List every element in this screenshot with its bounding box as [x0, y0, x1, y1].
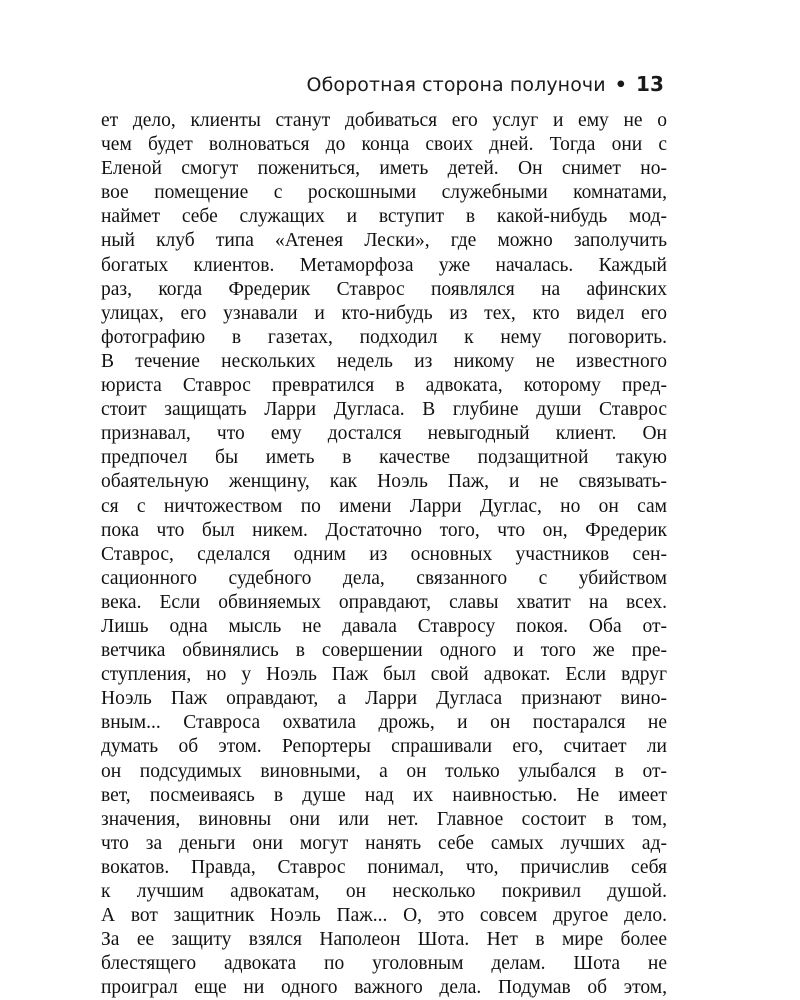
text-line: он подсудимых виновными, а он только улыбался в от- — [101, 760, 667, 782]
text-line: обаятельную женщину, как Ноэль Паж, и не связывать- — [101, 471, 667, 493]
text-line: фотографию в газетах, подходил к нему поговорить. — [101, 326, 667, 348]
text-line: вое помещение с роскошными служебными комнатами, — [101, 182, 667, 204]
text-line: проиграл еще ни одного важного дела. Подумав об этом, — [101, 977, 667, 999]
text-line: признавал, что ему достался невыгодный клиент. Он — [101, 423, 667, 445]
text-line: юриста Ставрос превратился в адвоката, которому пред- — [101, 375, 667, 397]
text-line: к лучшим адвокатам, он несколько покривил душой. — [101, 881, 667, 902]
text-line: Лишь одна мысль не давала Ставросу покоя. Оба от- — [101, 615, 667, 637]
text-line: пока что был никем. Достаточно того, что он, Фредерик — [101, 519, 667, 541]
text-line: что за деньги они могут нанять себе самых лучших ад- — [101, 832, 667, 854]
text-line: вным... Ставроса охватила дрожь, и он постарался не — [101, 712, 667, 734]
text-line: А вот защитник Ноэль Паж... О, это совсем другое дело. — [101, 905, 667, 927]
running-head — [307, 72, 664, 96]
body-text — [101, 109, 667, 1000]
text-line: Еленой смогут пожениться, иметь детей. Он снимет но- — [101, 158, 667, 180]
text-line: улицах, его узнавали и кто-нибудь из тех, кто видел его — [101, 302, 667, 324]
text-line: Ставрос, сделался одним из основных участников сен- — [101, 543, 667, 565]
text-line: За ее защиту взялся Наполеон Шота. Нет в мире более — [101, 929, 667, 951]
text-line: сационного судебного дела, связанного с убийством — [101, 567, 667, 589]
text-line: ступления, но у Ноэль Паж был свой адвокат. Если вдруг — [101, 664, 667, 686]
text-line: значения, виновны они или нет. Главное состоит в том, — [101, 808, 667, 830]
text-line: Ноэль Паж оправдают, а Ларри Дугласа признают вино- — [101, 688, 667, 710]
book-title: Оборотная сторона полуночи — [306, 74, 606, 96]
header-bullet: • — [614, 74, 627, 96]
text-line: ся с ничтожеством по имени Ларри Дуглас, но он сам — [101, 495, 667, 517]
text-line: В течение нескольких недель из никому не известного — [101, 350, 667, 372]
text-line: раз, когда Фредерик Ставрос появлялся на афинских — [101, 278, 667, 300]
page-number: 13 — [635, 72, 664, 96]
text-line: наймет себе служащих и вступит в какой-нибудь мод- — [101, 206, 667, 228]
text-line: стоит защищать Ларри Дугласа. В глубине души Ставрос — [101, 399, 667, 421]
text-line: ветчика обвинялись в совершении одного и того же пре- — [101, 640, 667, 662]
text-line: вокатов. Правда, Ставрос понимал, что, причислив себя — [101, 856, 667, 878]
text-line: века. Если обвиняемых оправдают, славы хватит на всех. — [101, 591, 667, 613]
text-line: ный клуб типа «Атенея Лески», где можно заполучить — [101, 230, 667, 252]
text-line: вет, посмеиваясь в душе над их наивностью. Не имеет — [101, 784, 667, 806]
text-line: ет дело, клиенты станут добиваться его услуг и ему не о — [101, 110, 667, 131]
text-line: предпочел бы иметь в качестве подзащитной такую — [101, 447, 667, 469]
text-line: думать об этом. Репортеры спрашивали его, считает ли — [101, 736, 667, 758]
text-line: блестящего адвоката по уголовным делам. Шота не — [101, 953, 667, 975]
text-line: богатых клиентов. Метаморфоза уже началась. Каждый — [101, 254, 667, 276]
text-line: чем будет волноваться до конца своих дней. Тогда они с — [101, 134, 667, 156]
